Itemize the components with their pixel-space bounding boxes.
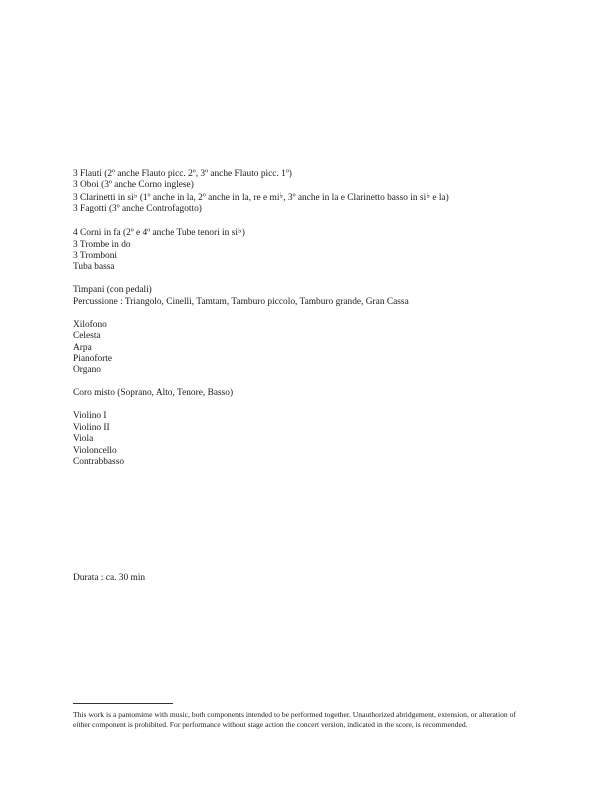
horns-line <box>73 227 573 239</box>
timpani-line: Timpani (con pedali) <box>73 285 152 296</box>
clarinets-text-2: (1º anche in la, 2º anche in la, re e mi <box>137 192 280 203</box>
footnote-text: This work is a pantomime with music, both components intended to be performed together. Unauthorized abridgement, extension, or alteration of either component is prohibited. For performance without stage action the concert version, indicated in the score, is recommended. <box>73 710 516 730</box>
xylophone-line: Xilofono <box>73 319 107 330</box>
instrumentation-list <box>73 169 573 480</box>
trumpets-line: 3 Trombe in do <box>73 239 131 250</box>
bassoons-line: 3 Fagotti (3º anche Controfagotto) <box>73 204 202 215</box>
choir-line: Coro misto (Soprano, Alto, Tenore, Basso) <box>73 388 234 399</box>
horns-text-2: ) <box>241 228 245 239</box>
flat-symbol: ♭ <box>279 190 284 200</box>
percussion-line: Percussione : Triangolo, Cinelli, Tamtam, Tamburo piccolo, Tamburo grande, Gran Cassa <box>73 296 409 307</box>
tuba-line: Tuba bassa <box>73 262 115 273</box>
brass-group <box>73 227 573 274</box>
viola-line: Viola <box>73 434 94 445</box>
oboes-line: 3 Oboi (3º anche Corno inglese) <box>73 180 194 191</box>
trombones-line: 3 Tromboni <box>73 251 118 262</box>
celesta-line: Celesta <box>73 331 101 342</box>
clarinets-text-1: 3 Clarinetti in si <box>73 192 134 203</box>
duration-text: Durata : ca. 30 min <box>73 573 146 583</box>
harp-line: Arpa <box>73 342 92 353</box>
flat-symbol: ♭ <box>133 190 138 200</box>
flutes-line: 3 Flauti (2º anche Flauto picc. 2º, 3º anche Flauto picc. 1º) <box>73 169 292 179</box>
piano-line: Pianoforte <box>73 354 113 365</box>
violin2-line: Violino II <box>73 422 110 433</box>
horns-text-1: 4 Corni in fa (2º e 4º anche Tube tenori in si <box>73 228 238 239</box>
strings-group <box>73 411 573 468</box>
violin1-line: Violino I <box>73 411 107 422</box>
woodwind-group <box>73 169 573 216</box>
clarinets-text-4: e la) <box>429 192 449 203</box>
flat-symbol: ♭ <box>237 226 242 236</box>
flat-symbol: ♭ <box>426 190 430 200</box>
percussion-group <box>73 285 573 308</box>
footnote-divider <box>73 703 173 704</box>
clarinets-line <box>73 192 573 204</box>
choir-group <box>73 388 573 399</box>
clarinets-text-3: , 3º anche in la e Clarinetto basso in si <box>283 192 427 203</box>
double-bass-line: Contrabbasso <box>73 457 125 468</box>
organ-line: Organo <box>73 365 101 376</box>
cello-line: Violoncello <box>73 445 117 456</box>
keyboard-group <box>73 320 573 377</box>
